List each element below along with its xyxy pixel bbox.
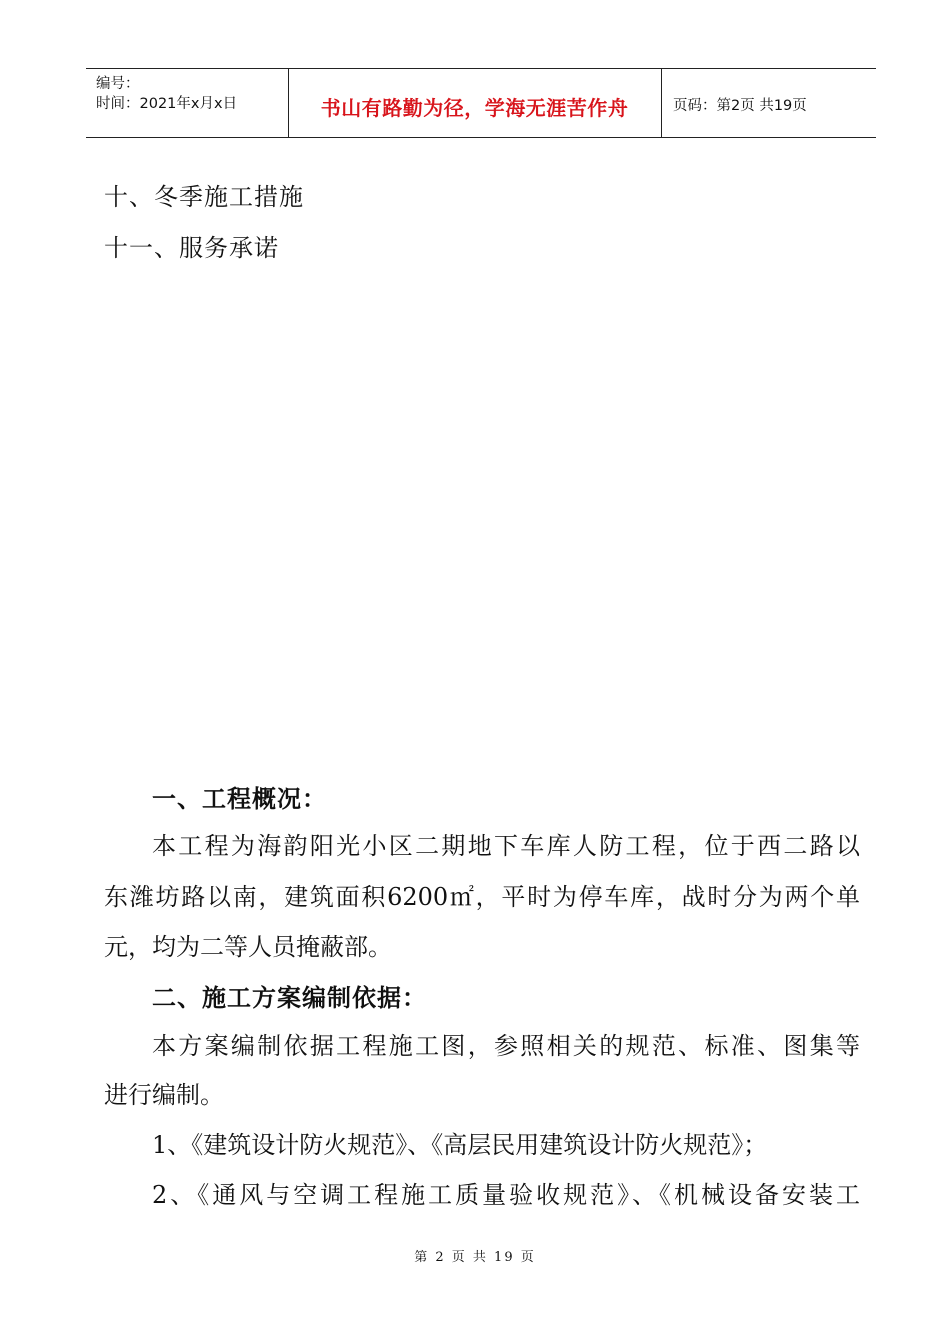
toc-item: 十一、服务承诺: [104, 234, 279, 262]
document-date: 时间：2021年x月x日: [96, 96, 238, 112]
header-left-cell: [86, 69, 289, 137]
header-page-number: 页码：第2页 共19页: [673, 98, 807, 114]
paragraph-line: 本工程为海韵阳光小区二期地下车库人防工程，位于西二路以: [152, 832, 860, 860]
section-heading: 二、施工方案编制依据：: [152, 984, 427, 1012]
document-number: 编号：: [96, 76, 140, 92]
header-right-cell: [661, 69, 876, 137]
section-heading: 一、工程概况：: [152, 785, 327, 813]
list-item: 1、《建筑设计防火规范》、《高层民用建筑设计防火规范》；: [152, 1131, 768, 1159]
list-item: 2、《通风与空调工程施工质量验收规范》、《机械设备安装工: [152, 1181, 860, 1209]
paragraph-line: 本方案编制依据工程施工图，参照相关的规范、标准、图集等: [152, 1032, 860, 1060]
toc-item: 十、冬季施工措施: [104, 183, 304, 211]
paragraph-line: 元，均为二等人员掩蔽部。: [104, 933, 392, 961]
paragraph-line: 东潍坊路以南，建筑面积6200㎡，平时为停车库，战时分为两个单: [104, 883, 860, 911]
page-header: [86, 68, 876, 138]
header-motto: 书山有路勤为径，学海无涯苦作舟: [320, 96, 629, 120]
paragraph-line: 进行编制。: [104, 1081, 224, 1109]
page-footer: 第 2 页 共 19 页: [414, 1250, 536, 1265]
header-middle-cell: [288, 69, 662, 137]
